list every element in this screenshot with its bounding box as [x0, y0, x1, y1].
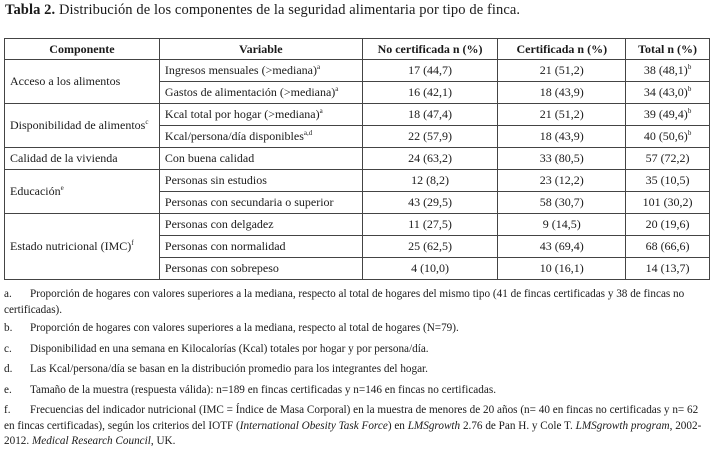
cell-value: 24 (63,2) — [408, 151, 453, 165]
footnote-text: Tamaño de la muestra (respuesta válida): n=189 en fincas certificadas y n=146 en fincas no certificadas. — [30, 383, 496, 396]
no-certificada-cell — [362, 214, 498, 236]
header-componente: Componente — [5, 39, 160, 60]
cell-value: 12 (8,2) — [411, 173, 450, 187]
component-cell — [5, 60, 160, 104]
data-table — [4, 38, 710, 280]
table-title-label: Tabla 2. — [5, 2, 56, 18]
total-cell — [626, 170, 710, 192]
variable-label: Personas sin estudios — [164, 173, 267, 187]
total-footnote-mark: b — [687, 63, 692, 71]
total-cell — [626, 126, 710, 148]
cell-value: 16 (42,1) — [408, 85, 453, 99]
total-footnote-mark: b — [687, 85, 692, 93]
footnote-f — [4, 403, 710, 450]
cell-value: 11 (27,5) — [408, 217, 452, 231]
component-cell — [5, 148, 160, 170]
variable-footnote-mark: a — [319, 107, 323, 115]
cell-value: 40 (50,6) — [643, 129, 688, 143]
total-footnote-mark: b — [687, 129, 692, 137]
no-certificada-cell — [362, 82, 498, 104]
cell-value: 14 (13,7) — [645, 261, 690, 275]
no-certificada-cell — [362, 60, 498, 82]
no-certificada-cell — [362, 170, 498, 192]
variable-label: Kcal total por hogar (>mediana) — [164, 107, 320, 121]
cell-value: 10 (16,1) — [539, 261, 584, 275]
total-cell — [626, 236, 710, 258]
footnote-b — [4, 321, 710, 337]
total-cell — [626, 104, 710, 126]
footnote-text: , 2002-2012. — [4, 419, 702, 447]
variable-label: Personas con delgadez — [164, 217, 274, 231]
cell-value: 43 (69,4) — [539, 239, 584, 253]
cell-value: 25 (62,5) — [408, 239, 453, 253]
no-certificada-cell — [362, 192, 498, 214]
header-no-certificada: No certificada n (%) — [362, 39, 498, 60]
variable-footnote-mark: a — [335, 85, 339, 93]
total-cell — [626, 60, 710, 82]
cell-value: 21 (51,2) — [539, 63, 584, 77]
no-certificada-cell — [362, 258, 498, 280]
variable-label: Personas con normalidad — [164, 239, 286, 253]
cell-value: 18 (43,9) — [539, 85, 584, 99]
header-certificada: Certificada n (%) — [498, 39, 626, 60]
no-certificada-cell — [362, 148, 498, 170]
variable-footnote-mark: a — [316, 63, 321, 71]
footnote-c — [4, 342, 710, 358]
cell-value: 9 (14,5) — [542, 217, 581, 231]
footnote-text: , UK. — [150, 435, 176, 447]
component-cell — [5, 104, 160, 148]
cell-value: 57 (72,2) — [645, 151, 690, 165]
footnote-label: f. — [4, 404, 11, 416]
component-label: Calidad de la vivienda — [10, 151, 118, 165]
component-label: Disponibilidad de alimentos — [10, 118, 146, 132]
cell-value: 23 (12,2) — [539, 173, 584, 187]
certificada-cell — [498, 60, 626, 82]
certificada-cell — [498, 258, 626, 280]
cell-value: 18 (43,9) — [539, 129, 584, 143]
cell-value: 101 (30,2) — [642, 195, 693, 209]
variable-cell — [159, 60, 362, 82]
table-row — [5, 104, 710, 126]
footnotes — [4, 287, 710, 453]
variable-cell — [159, 148, 362, 170]
cell-value: 39 (49,4) — [643, 107, 688, 121]
cell-value: 35 (10,5) — [645, 173, 690, 187]
table-header-row — [5, 39, 710, 60]
table-body — [5, 60, 710, 280]
component-label: Estado nutricional (IMC) — [10, 239, 132, 253]
footnote-a — [4, 287, 710, 318]
total-cell — [626, 214, 710, 236]
total-cell — [626, 82, 710, 104]
component-label: Educación — [10, 184, 61, 198]
table-row — [5, 60, 710, 82]
cell-value: 18 (47,4) — [408, 107, 453, 121]
table-row — [5, 170, 710, 192]
variable-label: Gastos de alimentación (>mediana) — [164, 85, 336, 99]
cell-value: 43 (29,5) — [408, 195, 453, 209]
cell-value: 33 (80,5) — [539, 151, 584, 165]
footnote-e — [4, 383, 710, 399]
cell-value: 68 (66,6) — [645, 239, 690, 253]
variable-cell — [159, 126, 362, 148]
variable-cell — [159, 82, 362, 104]
certificada-cell — [498, 236, 626, 258]
footnote-italic: International Obesity Task Force — [239, 419, 388, 432]
table-row — [5, 214, 710, 236]
variable-footnote-mark: a,d — [303, 129, 313, 137]
cell-value: 20 (19,6) — [645, 217, 690, 231]
variable-cell — [159, 170, 362, 192]
cell-value: 38 (48,1) — [643, 63, 688, 77]
variable-label: Personas con secundaria o superior — [164, 195, 334, 209]
variable-cell — [159, 214, 362, 236]
total-cell — [626, 258, 710, 280]
certificada-cell — [498, 104, 626, 126]
component-label: Acceso a los alimentos — [10, 74, 121, 88]
cell-value: 21 (51,2) — [539, 107, 584, 121]
no-certificada-cell — [362, 104, 498, 126]
footnote-text: Disponibilidad en una semana en Kilocalorías (Kcal) totales por hogar y por persona/día. — [30, 342, 429, 355]
footnote-d — [4, 362, 710, 378]
cell-value: 34 (43,0) — [643, 85, 688, 99]
footnote-italic: Medical Research Council — [31, 435, 151, 447]
certificada-cell — [498, 170, 626, 192]
component-footnote-mark: f — [131, 239, 134, 247]
footnote-label: b. — [4, 322, 13, 334]
total-cell — [626, 192, 710, 214]
footnote-italic: LMSgrowth program — [575, 419, 670, 432]
no-certificada-cell — [362, 236, 498, 258]
footnote-text: Las Kcal/persona/día se basan en la distribución promedio para los integrantes del hogar. — [30, 363, 428, 375]
variable-cell — [159, 258, 362, 280]
certificada-cell — [498, 82, 626, 104]
footnote-label: e. — [4, 383, 12, 396]
header-variable: Variable — [159, 39, 362, 60]
variable-cell — [159, 192, 362, 214]
total-footnote-mark: b — [687, 107, 692, 115]
header-total: Total n (%) — [626, 39, 710, 60]
component-cell — [5, 170, 160, 214]
component-cell — [5, 214, 160, 280]
footnotes-list — [4, 287, 710, 398]
table-title-text: Distribución de los componentes de la seguridad alimentaria por tipo de finca. — [55, 2, 521, 18]
footnote-italic: LMSgrowth — [407, 419, 461, 432]
variable-cell — [159, 236, 362, 258]
table-title — [5, 2, 520, 19]
cell-value: 4 (10,0) — [411, 261, 450, 275]
certificada-cell — [498, 192, 626, 214]
footnote-text: Frecuencias del indicador nutricional (IMC = Índice de Masa Corporal) en la muestra de menores de 20 años (n= 40 en fincas no certificadas y n= 62 en fincas certificadas), según los criterios del IOTF ( — [4, 404, 699, 432]
footnote-label: c. — [4, 342, 12, 355]
variable-cell — [159, 104, 362, 126]
component-footnote-mark: e — [60, 184, 64, 192]
footnote-text: 2.76 de Pan H. y Cole T. — [460, 419, 576, 432]
variable-label: Ingresos mensuales (>mediana) — [164, 63, 317, 77]
total-cell — [626, 148, 710, 170]
cell-value: 22 (57,9) — [408, 129, 453, 143]
footnote-text: Proporción de hogares con valores superiores a la mediana, respecto al total de hogares del mismo tipo (41 de fincas certificadas y 38 de fincas no certificadas). — [4, 288, 685, 316]
footnote-text: Proporción de hogares con valores superiores a la mediana, respecto al total de hogares (N=79). — [30, 322, 459, 334]
certificada-cell — [498, 214, 626, 236]
variable-label: Con buena calidad — [164, 151, 255, 165]
footnote-text: ) en — [387, 419, 408, 432]
variable-label: Kcal/persona/día disponibles — [164, 129, 304, 143]
certificada-cell — [498, 126, 626, 148]
no-certificada-cell — [362, 126, 498, 148]
footnote-label: a. — [4, 288, 12, 300]
footnote-label: d. — [4, 363, 13, 375]
cell-value: 58 (30,7) — [539, 195, 584, 209]
certificada-cell — [498, 148, 626, 170]
component-footnote-mark: c — [145, 118, 149, 126]
variable-label: Personas con sobrepeso — [164, 261, 279, 275]
cell-value: 17 (44,7) — [408, 63, 453, 77]
table-row — [5, 148, 710, 170]
